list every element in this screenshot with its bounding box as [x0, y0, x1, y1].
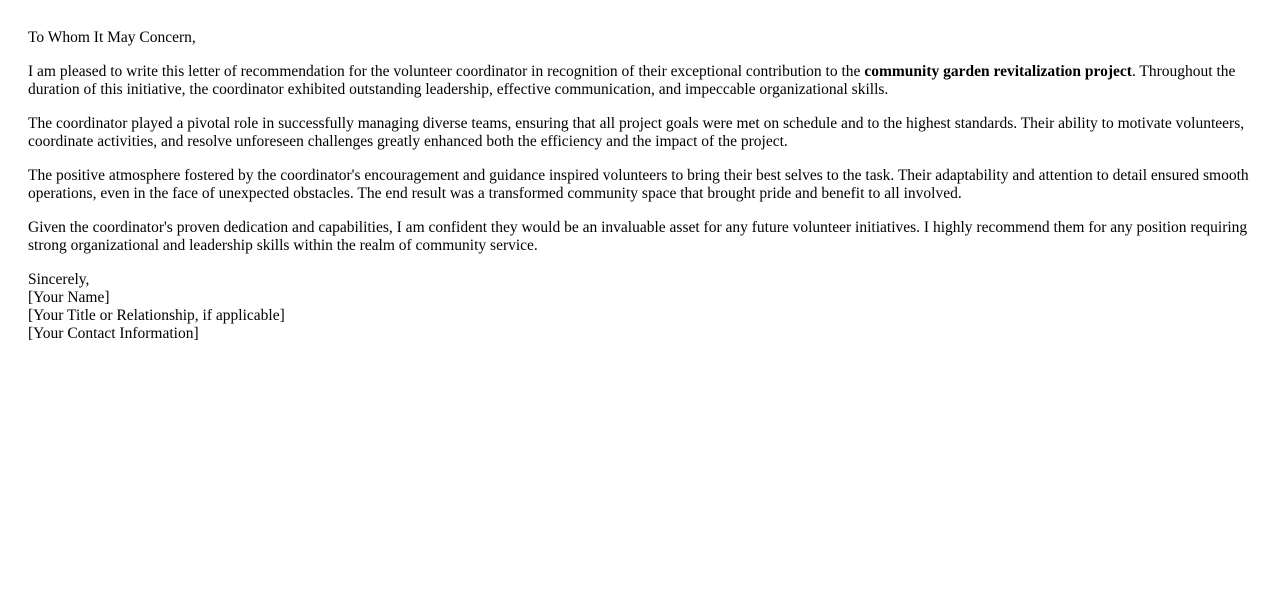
closing-block [28, 271, 1250, 343]
paragraph-introduction-start: I am pleased to write this letter of recommendation for the volunteer coordinator in recognition of their exceptional contribution to the [28, 63, 865, 80]
recommendation-letter [28, 29, 1250, 359]
paragraph-introduction [28, 63, 1250, 99]
paragraph-atmosphere: The positive atmosphere fostered by the coordinator's encouragement and guidance inspired volunteers to bring their best selves to the task. Their adaptability and attention to detail ensured smooth operations, even in the face of unexpected obstacles. The end result was a transformed community space that brought pride and benefit to all involved. [28, 167, 1249, 202]
signer-contact: [Your Contact Information] [28, 325, 199, 342]
paragraph-introduction-end: . Throughout the duration of this initiative, the coordinator exhibited outstanding leadership, effective communication, and impeccable organizational skills. [28, 63, 1236, 98]
signer-name: [Your Name] [28, 289, 110, 306]
signoff: Sincerely, [28, 271, 90, 288]
paragraph-recommendation: Given the coordinator's proven dedication and capabilities, I am confident they would be an invaluable asset for any future volunteer initiatives. I highly recommend them for any position requiring strong organizational and leadership skills within the realm of community service. [28, 219, 1248, 254]
project-name-emphasis: community garden revitalization project [864, 63, 1132, 80]
paragraph-team-management: The coordinator played a pivotal role in successfully managing diverse teams, ensuring that all project goals were met on schedule and to the highest standards. Their ability to motivate volunteers, coordinate activities, and resolve unforeseen challenges greatly enhanced both the efficiency and the impact of the project. [28, 115, 1245, 150]
salutation: To Whom It May Concern, [28, 29, 196, 46]
signer-title: [Your Title or Relationship, if applicable] [28, 307, 285, 324]
